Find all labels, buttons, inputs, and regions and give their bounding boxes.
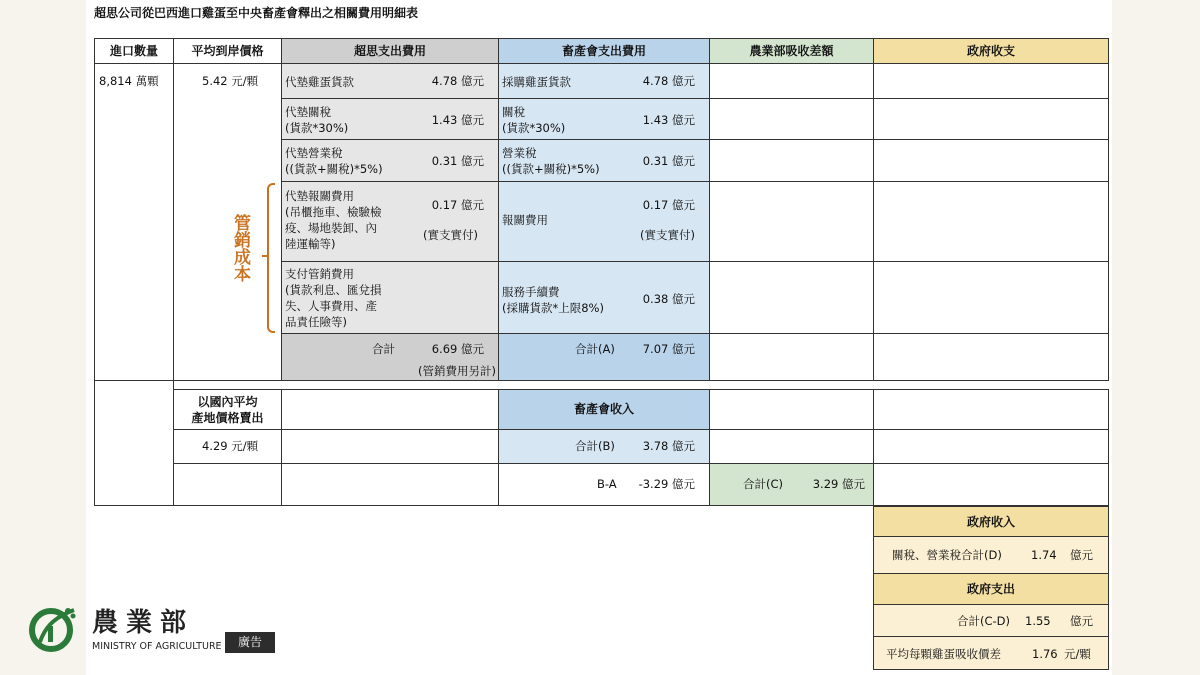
header-council: 畜產會支出費用 xyxy=(498,38,710,64)
gov-expense-header: 政府支出 xyxy=(873,573,1109,605)
council-row-2: 關稅 (貨款*30%) 1.43 億元 xyxy=(498,98,710,140)
ad-badge: 廣告 xyxy=(225,632,275,653)
gov-cell-5 xyxy=(873,261,1109,334)
chaosi-row-2: 代墊關稅 (貨款*30%) 1.43 億元 xyxy=(281,98,499,140)
bracket-icon xyxy=(267,183,275,333)
chaosi-row-5: 支付管銷費用 (貨款利息、匯兌損 失、人事費用、產 品責任險等) xyxy=(281,261,499,334)
header-moa-diff: 農業部吸收差額 xyxy=(709,38,874,64)
moa-cell-5 xyxy=(709,261,874,334)
lower-gov-3 xyxy=(873,463,1109,506)
bracket-tick xyxy=(262,255,268,257)
council-total: 合計(A) 7.07 億元 xyxy=(498,333,710,381)
import-qty: 8,814 萬顆 xyxy=(99,74,159,88)
avg-price: 5.42 元/顆 xyxy=(202,74,259,88)
lower-chaosi-2 xyxy=(281,429,499,464)
council-row-1: 採購雞蛋貨款 4.78 億元 xyxy=(498,63,710,99)
council-row-3: 營業稅 ((貨款+關稅)*5%) 0.31 億元 xyxy=(498,139,710,182)
moa-logo-icon xyxy=(26,604,80,652)
gov-cell-3 xyxy=(873,139,1109,182)
moa-cell-1 xyxy=(709,63,874,99)
moa-logo-en: MINISTRY OF AGRICULTURE xyxy=(92,641,222,652)
lower-chaosi-3 xyxy=(281,463,499,506)
gov-expense-row: 合計(C-D) 1.55 億元 xyxy=(873,604,1109,637)
council-row-4: 報關費用 0.17 億元 (實支實付) xyxy=(498,181,710,262)
header-chaosi: 超思支出費用 xyxy=(281,38,499,64)
lower-gov-2 xyxy=(873,429,1109,464)
domestic-price-cell: 4.29 元/顆 xyxy=(173,429,282,464)
council-income-header: 畜產會收入 xyxy=(498,389,710,430)
moa-total: 合計(C) 3.29 億元 xyxy=(709,463,874,506)
gov-cell-1 xyxy=(873,63,1109,99)
moa-cell-4 xyxy=(709,181,874,262)
chaosi-total: 合計 6.69 億元 (管銷費用另計) xyxy=(281,333,499,381)
gov-avg-row: 平均每顆雞蛋吸收價差 1.76 元/顆 xyxy=(873,636,1109,670)
lower-chaosi-1 xyxy=(281,389,499,430)
header-avg-price: 平均到岸價格 xyxy=(173,38,282,64)
import-qty-cell xyxy=(94,63,174,381)
lower-gov-1 xyxy=(873,389,1109,430)
page xyxy=(86,0,1112,675)
header-import-qty: 進口數量 xyxy=(94,38,174,64)
chaosi-row-3: 代墊營業稅 ((貨款+關稅)*5%) 0.31 億元 xyxy=(281,139,499,182)
lower-moa-2 xyxy=(709,429,874,464)
lower-moa-1 xyxy=(709,389,874,430)
domestic-label-cell: 以國內平均 產地價格賣出 xyxy=(173,389,282,430)
chaosi-row-4: 代墊報關費用 (吊櫃拖車、檢驗檢 疫、場地裝卸、內 陸運輸等) 0.17 億元 (實支實付) xyxy=(281,181,499,262)
gov-income-header: 政府收入 xyxy=(873,506,1109,537)
gov-cell-6 xyxy=(873,333,1109,381)
chaosi-row-1: 代墊雞蛋貨款 4.78 億元 xyxy=(281,63,499,99)
gov-income-row: 關稅、營業稅合計(D) 1.74 億元 xyxy=(873,536,1109,574)
gov-cell-2 xyxy=(873,98,1109,140)
council-row-5: 服務手續費 (採購貨款*上限8%) 0.38 億元 xyxy=(498,261,710,334)
moa-cell-2 xyxy=(709,98,874,140)
marketing-cost-label: 管銷成本 xyxy=(230,214,250,282)
import-qty-lower xyxy=(94,380,174,506)
ba-cell: B-A -3.29 億元 xyxy=(498,463,710,506)
council-income-total: 合計(B) 3.78 億元 xyxy=(498,429,710,464)
lower-price-3 xyxy=(173,463,282,506)
moa-logo-text: 農業部 xyxy=(92,608,195,638)
moa-cell-6 xyxy=(709,333,874,381)
moa-cell-3 xyxy=(709,139,874,182)
header-gov: 政府收支 xyxy=(873,38,1109,64)
page-title: 超思公司從巴西進口雞蛋至中央畜產會釋出之相關費用明細表 xyxy=(94,6,419,20)
gov-cell-4 xyxy=(873,181,1109,262)
